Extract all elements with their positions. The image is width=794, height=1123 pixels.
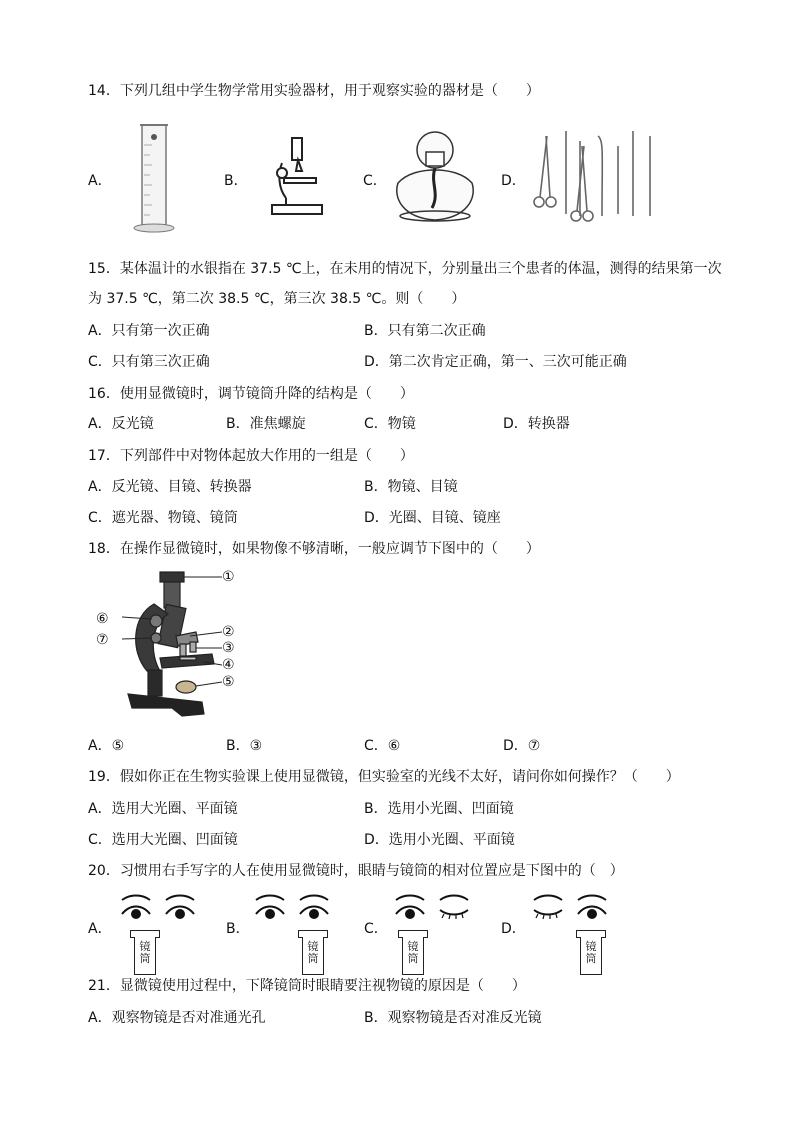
- microscope-image: [268, 133, 326, 218]
- eyepiece-tube: 镜筒: [580, 937, 602, 975]
- q20-stem: 20．习惯用右手写字的人在使用显微镜时，眼睛与镜筒的相对位置应是下图中的（ ）: [88, 863, 624, 879]
- eyes-closed-open-icon: [530, 892, 610, 926]
- q19-option-b: B．选用小光圈、凹面镜: [364, 801, 514, 817]
- q19-option-c: C．选用大光圈、凹面镜: [88, 832, 238, 848]
- eyepiece-tube: 镜筒: [134, 937, 156, 975]
- q15-stem-line1: 15．某体温计的水银指在 37.5 ℃上，在未用的情况下，分别量出三个患者的体温，测得的结果第一次: [88, 261, 722, 277]
- q14-stem: 14．下列几组中学生物学常用实验器材，用于观察实验的器材是（ ）: [88, 83, 540, 99]
- microscope-label-6: ⑥: [96, 611, 109, 627]
- q15-option-d: D．第二次肯定正确，第一、三次可能正确: [364, 354, 627, 370]
- q17-option-a: A．反光镜、目镜、转换器: [88, 479, 252, 495]
- q14-option-a: A．: [88, 173, 112, 189]
- q20-option-d: D．: [501, 921, 526, 937]
- q14-option-d: D．: [501, 173, 526, 189]
- graduated-cylinder-image: [130, 120, 180, 235]
- eyepiece-tube: 镜筒: [302, 937, 324, 975]
- alcohol-lamp-image: [388, 128, 483, 226]
- q19-option-a: A．选用大光圈、平面镜: [88, 801, 238, 817]
- microscope-label-2: ②: [222, 624, 235, 640]
- microscope-label-4: ④: [222, 657, 235, 673]
- q20-option-c: C．: [364, 921, 388, 937]
- q17-stem: 17．下列部件中对物体起放大作用的一组是（ ）: [88, 448, 414, 464]
- q16-option-a: A．反光镜: [88, 416, 154, 432]
- q21-stem: 21．显微镜使用过程中，下降镜筒时眼睛要注视物镜的原因是（ ）: [88, 978, 526, 994]
- q17-option-d: D．光圈、目镜、镜座: [364, 510, 501, 526]
- q18-stem: 18．在操作显微镜时，如果物像不够清晰，一般应调节下图中的（ ）: [88, 541, 540, 557]
- microscope-label-5: ⑤: [222, 674, 235, 690]
- q19-option-d: D．选用小光圈、平面镜: [364, 832, 515, 848]
- q15-option-a: A．只有第一次正确: [88, 323, 210, 339]
- microscope-label-1: ①: [222, 569, 235, 585]
- q18-option-d: D．⑦: [503, 738, 541, 754]
- q15-stem-line2: 为 37.5 ℃，第二次 38.5 ℃，第三次 38.5 ℃。则（ ）: [88, 291, 466, 307]
- q18-option-b: B．③: [226, 738, 263, 754]
- q20-option-a: A．: [88, 921, 112, 937]
- q15-option-b: B．只有第二次正确: [364, 323, 486, 339]
- q18-option-c: C．⑥: [364, 738, 401, 754]
- q16-option-b: B．准焦螺旋: [226, 416, 306, 432]
- q21-option-a: A．观察物镜是否对准通光孔: [88, 1010, 266, 1026]
- q21-option-b: B．观察物镜是否对准反光镜: [364, 1010, 542, 1026]
- dissection-tools-image: [530, 126, 670, 226]
- q19-stem: 19．假如你正在生物实验课上使用显微镜，但实验室的光线不太好，请问你如何操作？（ ）: [88, 769, 680, 785]
- microscope-label-7: ⑦: [96, 632, 109, 648]
- microscope-label-3: ③: [222, 640, 235, 656]
- q17-option-c: C．遮光器、物镜、镜筒: [88, 510, 238, 526]
- q14-option-c: C．: [363, 173, 387, 189]
- q16-option-d: D．转换器: [503, 416, 570, 432]
- q14-option-b: B．: [224, 173, 248, 189]
- q15-option-c: C．只有第三次正确: [88, 354, 210, 370]
- eyes-open-open-icon: [252, 892, 332, 926]
- q16-stem: 16．使用显微镜时，调节镜筒升降的结构是（ ）: [88, 386, 414, 402]
- q18-option-a: A．⑤: [88, 738, 125, 754]
- q20-option-b: B．: [226, 921, 250, 937]
- eyes-open-closed-icon: [392, 892, 472, 926]
- q17-option-b: B．物镜、目镜: [364, 479, 458, 495]
- eyepiece-tube: 镜筒: [402, 937, 424, 975]
- q16-option-c: C．物镜: [364, 416, 416, 432]
- eyes-open-open-icon: [118, 892, 198, 926]
